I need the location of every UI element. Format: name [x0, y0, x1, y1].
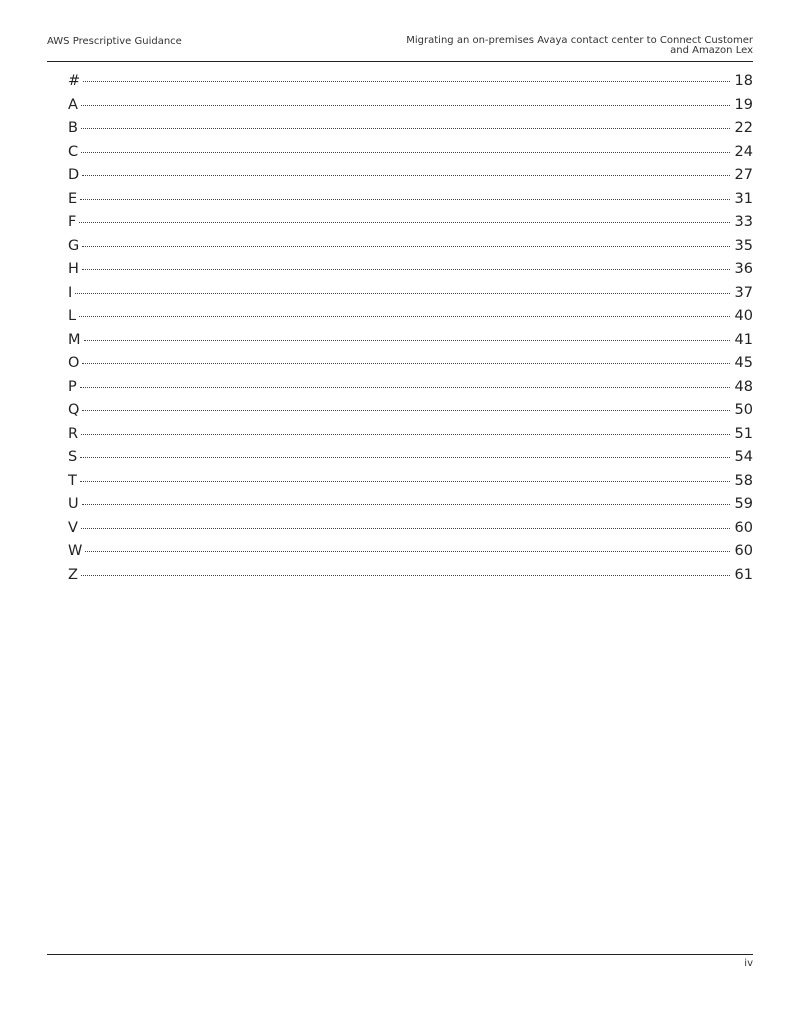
toc-entry-label[interactable]: R [68, 425, 79, 442]
toc-dot-leader [80, 199, 730, 200]
toc-entry[interactable] [68, 494, 753, 518]
header-guide-title: AWS Prescriptive Guidance [47, 36, 182, 47]
toc-entry-label[interactable]: A [68, 96, 78, 113]
toc-entry-label[interactable]: H [68, 261, 79, 277]
toc-entry[interactable] [68, 330, 753, 354]
toc-entry-page-number[interactable]: 36 [734, 261, 753, 277]
toc-dot-leader [83, 81, 730, 82]
toc-dot-leader [82, 175, 730, 176]
toc-entry[interactable] [68, 541, 753, 565]
toc-dot-leader [81, 528, 730, 529]
toc-entry-page-number[interactable]: 35 [734, 237, 753, 254]
toc-entry-page-number[interactable]: 27 [734, 167, 753, 183]
toc-dot-leader [82, 246, 730, 247]
toc-entry-page-number[interactable]: 18 [734, 73, 753, 89]
toc-entry-label[interactable]: E [68, 190, 78, 207]
page-header [47, 34, 753, 62]
toc-entry-page-number[interactable]: 19 [734, 96, 753, 113]
toc-entry-page-number[interactable]: 58 [734, 472, 753, 489]
toc-dot-leader [79, 316, 730, 317]
toc-entry[interactable] [68, 424, 753, 448]
header-document-title-line2: and Amazon Lex [670, 45, 753, 56]
header-document-title [406, 36, 753, 56]
toc-entry-label[interactable]: L [68, 308, 77, 324]
toc-entry[interactable] [68, 447, 753, 471]
toc-entry-label[interactable]: M [68, 331, 81, 348]
toc-entry-page-number[interactable]: 22 [734, 120, 753, 136]
toc-entry[interactable] [68, 236, 753, 260]
toc-entry-page-number[interactable]: 31 [734, 190, 753, 207]
toc-entry-page-number[interactable]: 61 [734, 566, 753, 583]
toc-entry-page-number[interactable]: 60 [734, 543, 753, 559]
toc-entry-label[interactable]: O [68, 355, 80, 371]
toc-entry-page-number[interactable]: 60 [734, 519, 753, 536]
toc-entry-label[interactable]: B [68, 120, 78, 136]
toc-entry-label[interactable]: S [68, 449, 78, 465]
toc-entry-page-number[interactable]: 54 [734, 449, 753, 465]
toc-dot-leader [81, 575, 730, 576]
toc-entry-label[interactable]: D [68, 167, 80, 183]
toc-entry-page-number[interactable]: 41 [734, 331, 753, 348]
toc-dot-leader [80, 387, 730, 388]
toc-entry-label[interactable]: Z [68, 566, 78, 583]
toc-entry[interactable] [68, 377, 753, 401]
toc-entry-page-number[interactable]: 24 [734, 143, 753, 160]
toc-entry-page-number[interactable]: 48 [734, 378, 753, 395]
toc-entry-label[interactable]: U [68, 496, 79, 512]
table-of-contents [68, 71, 753, 588]
toc-entry-page-number[interactable]: 40 [734, 308, 753, 324]
toc-entry-label[interactable]: I [68, 284, 73, 301]
toc-entry[interactable] [68, 212, 753, 236]
toc-entry-page-number[interactable]: 45 [734, 355, 753, 371]
toc-entry[interactable] [68, 259, 753, 283]
toc-entry-page-number[interactable]: 59 [734, 496, 753, 512]
toc-entry-label[interactable]: P [68, 378, 77, 395]
toc-dot-leader [81, 105, 730, 106]
toc-dot-leader [80, 481, 730, 482]
toc-dot-leader [80, 457, 730, 458]
toc-entry-label[interactable]: V [68, 519, 78, 536]
toc-entry[interactable] [68, 165, 753, 189]
toc-entry[interactable] [68, 518, 753, 542]
toc-entry[interactable] [68, 71, 753, 95]
toc-entry[interactable] [68, 283, 753, 307]
footer-page-number: iv [744, 958, 753, 969]
toc-entry-label[interactable]: Q [68, 402, 80, 418]
toc-entry-page-number[interactable]: 50 [734, 402, 753, 418]
page-footer [47, 954, 753, 969]
toc-dot-leader [79, 222, 730, 223]
toc-dot-leader [85, 551, 730, 552]
toc-entry-label[interactable]: F [68, 214, 77, 230]
toc-entry[interactable] [68, 306, 753, 330]
toc-dot-leader [75, 293, 730, 294]
toc-dot-leader [81, 128, 730, 129]
toc-entry-page-number[interactable]: 37 [734, 284, 753, 301]
toc-entry-page-number[interactable]: 51 [734, 425, 753, 442]
toc-entry[interactable] [68, 565, 753, 589]
toc-dot-leader [82, 269, 730, 270]
toc-entry-label[interactable]: T [68, 472, 77, 489]
toc-entry-label[interactable]: C [68, 143, 79, 160]
toc-entry[interactable] [68, 189, 753, 213]
toc-entry-label[interactable]: W [68, 543, 83, 559]
toc-dot-leader [82, 504, 730, 505]
toc-entry-label[interactable]: G [68, 237, 80, 254]
toc-dot-leader [82, 363, 730, 364]
toc-dot-leader [81, 434, 730, 435]
toc-entry-label[interactable]: # [68, 73, 81, 89]
toc-entry[interactable] [68, 95, 753, 119]
toc-entry-page-number[interactable]: 33 [734, 214, 753, 230]
toc-dot-leader [82, 410, 730, 411]
header-document-title-line1: Migrating an on-premises Avaya contact center to Connect Customer [406, 35, 753, 46]
toc-entry[interactable] [68, 471, 753, 495]
toc-entry[interactable] [68, 353, 753, 377]
toc-dot-leader [84, 340, 730, 341]
toc-entry[interactable] [68, 118, 753, 142]
toc-entry[interactable] [68, 142, 753, 166]
toc-dot-leader [81, 152, 730, 153]
toc-entry[interactable] [68, 400, 753, 424]
